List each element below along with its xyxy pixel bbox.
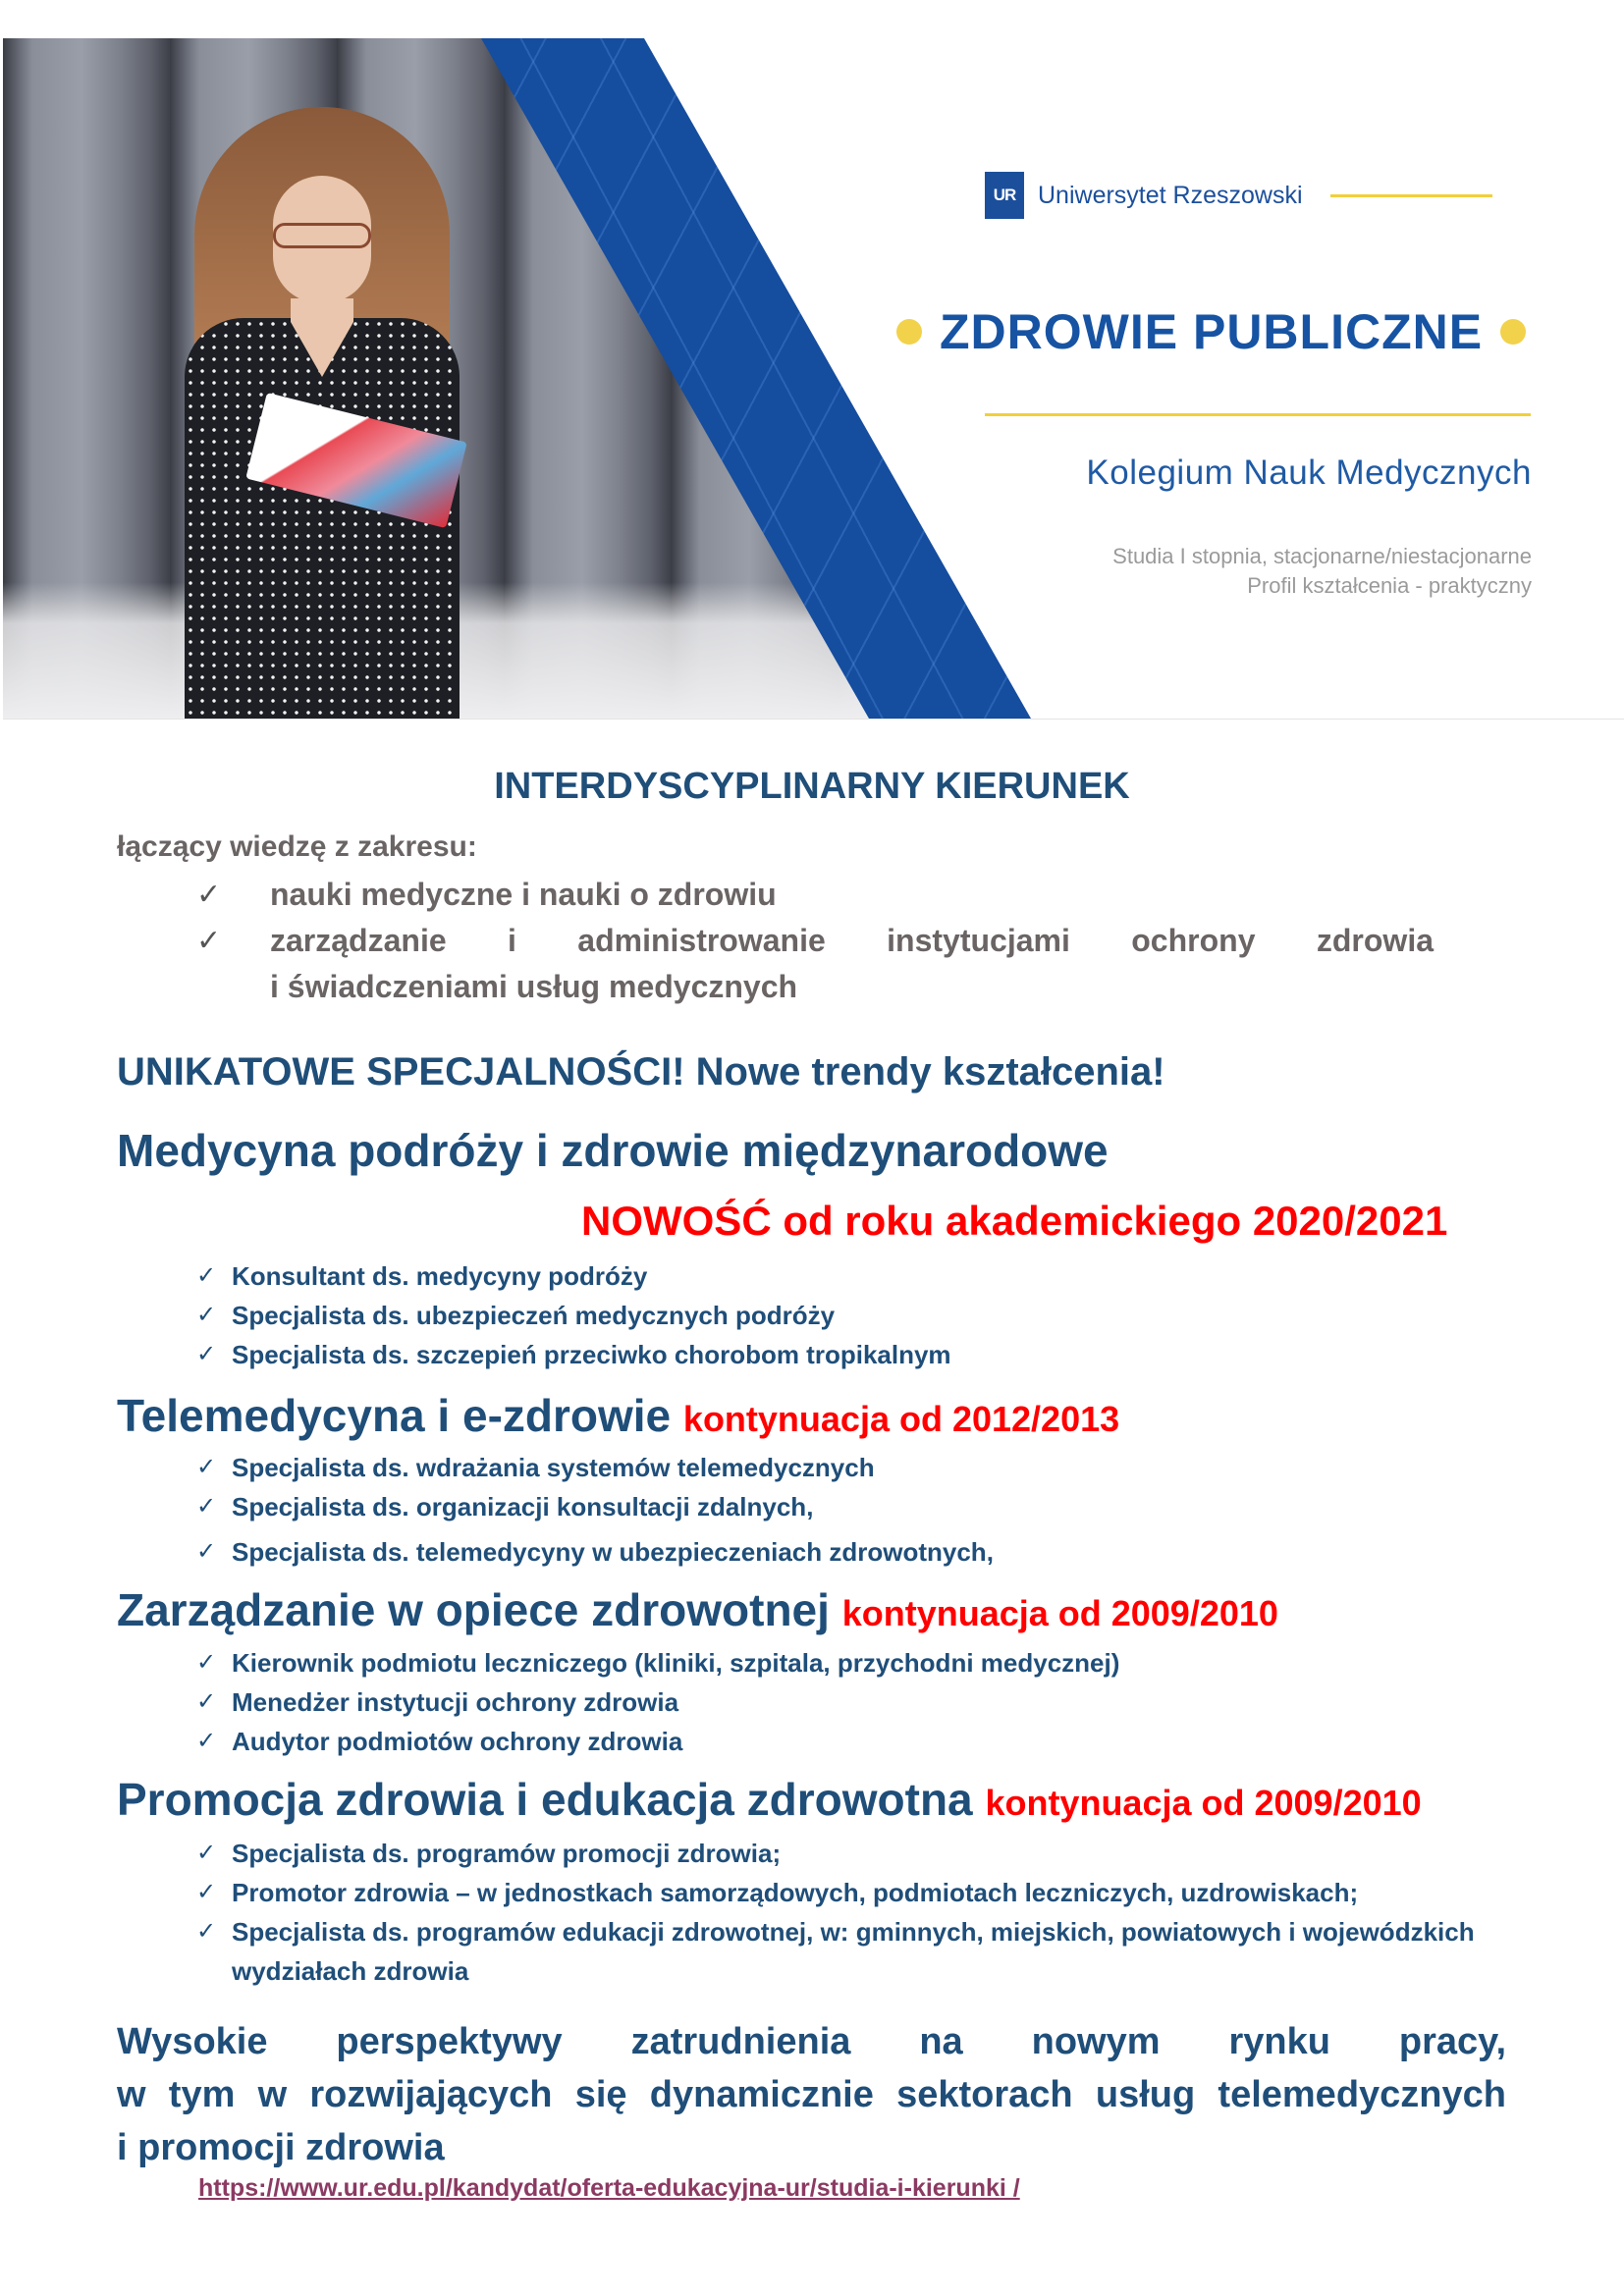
yellow-divider: [985, 413, 1531, 416]
study-mode: Studia I stopnia, stacjonarne/niestacjonarne: [1112, 544, 1532, 568]
header-banner: [3, 38, 1624, 720]
yellow-divider: [1330, 194, 1492, 197]
college-name: Kolegium Nauk Medycznych: [1086, 454, 1532, 492]
university-name: Uniwersytet Rzeszowski: [1038, 181, 1303, 209]
list-item: ✓ Promotor zdrowia – w jednostkach samorządowych, podmiotach leczniczych, uzdrowiskach;: [196, 1873, 1475, 1912]
specialty-title-row: [117, 1583, 1278, 1636]
student-figure: [175, 107, 469, 719]
list-item: ✓ Specjalista ds. organizacji konsultacji zdalnych,: [196, 1487, 994, 1526]
check-icon: ✓: [196, 1341, 217, 1367]
job-list: [196, 1448, 994, 1572]
specialty-title-row: [117, 1389, 1119, 1442]
university-brand: [985, 172, 1492, 219]
check-icon: ✓: [196, 1840, 217, 1866]
yellow-dot-icon: [896, 319, 922, 345]
list-item: ✓ Specjalista ds. wdrażania systemów telemedycznych: [196, 1448, 994, 1487]
interdisciplinary-heading: INTERDYSCYPLINARNY KIERUNEK: [494, 766, 1130, 807]
list-item: ✓ Menedżer instytucji ochrony zdrowia: [196, 1682, 1119, 1722]
list-item: ✓ Kierownik podmiotu leczniczego (kliniki, szpitala, przychodni medycznej): [196, 1643, 1119, 1682]
list-item: ✓ zarządzanie i administrowanie instytucjami ochrony zdrowia i świadczeniami usług medycznych: [196, 918, 1434, 1010]
program-title: ZDROWIE PUBLICZNE: [940, 304, 1484, 359]
check-icon: ✓: [196, 1879, 217, 1905]
continuation-badge: kontynuacja od 2009/2010: [841, 1593, 1278, 1633]
list-item-continuation: wydziałach zdrowia: [232, 1956, 469, 1986]
job-list: [196, 1256, 951, 1374]
specialty-title-row: [117, 1773, 1422, 1826]
list-item: ✓ Specjalista ds. szczepień przeciwko chorobom tropikalnym: [196, 1335, 951, 1374]
study-profile: Profil kształcenia - praktyczny: [1247, 573, 1532, 598]
specialty-title: Zarządzanie w opiece zdrowotnej: [117, 1584, 830, 1635]
new-badge: NOWOŚĆ od roku akademickiego 2020/2021: [581, 1198, 1448, 1244]
list-item: ✓ Specjalista ds. ubezpieczeń medycznych podróży: [196, 1296, 951, 1335]
specialties-heading: UNIKATOWE SPECJALNOŚCI! Nowe trendy kształcenia!: [117, 1050, 1165, 1094]
continuation-badge: kontynuacja od 2012/2013: [682, 1399, 1120, 1439]
check-icon: ✓: [196, 1918, 217, 1945]
list-item: ✓ Specjalista ds. telemedycyny w ubezpieczeniach zdrowotnych,: [196, 1532, 994, 1572]
check-icon: ✓: [196, 1454, 217, 1480]
job-list: [196, 1643, 1119, 1761]
list-item: ✓ nauki medyczne i nauki o zdrowiu: [196, 872, 1434, 918]
fields-list: [196, 872, 1434, 1010]
check-icon: ✓: [196, 1538, 217, 1565]
check-icon: ✓: [196, 925, 222, 957]
check-icon: ✓: [196, 1262, 217, 1289]
list-item: ✓ Specjalista ds. programów edukacji zdrowotnej, w: gminnych, miejskich, powiatowych i wojewódzkich: [196, 1912, 1475, 1951]
program-title-row: [896, 303, 1526, 360]
specialty-title: Medycyna podróży i zdrowie międzynarodowe: [117, 1125, 1109, 1176]
check-icon: ✓: [196, 1493, 217, 1520]
check-icon: ✓: [196, 1649, 217, 1676]
check-icon: ✓: [196, 1302, 217, 1328]
specialty-title: Telemedycyna i e-zdrowie: [117, 1390, 672, 1441]
check-icon: ✓: [196, 879, 222, 911]
job-list: [196, 1834, 1475, 1991]
ur-logo-icon: UR: [985, 172, 1024, 219]
check-icon: ✓: [196, 1688, 217, 1715]
check-icon: ✓: [196, 1728, 217, 1754]
intro-lead: łączący wiedzę z zakresu:: [117, 830, 477, 863]
list-item: ✓ Konsultant ds. medycyny podróży: [196, 1256, 951, 1296]
list-item: ✓ Audytor podmiotów ochrony zdrowia: [196, 1722, 1119, 1761]
continuation-badge: kontynuacja od 2009/2010: [985, 1783, 1422, 1823]
list-item: ✓ Specjalista ds. programów promocji zdrowia;: [196, 1834, 1475, 1873]
specialty-title: Promocja zdrowia i edukacja zdrowotna: [117, 1774, 973, 1825]
career-perspectives: Wysokie perspektywy zatrudnienia na nowym rynku pracy, w tym w rozwijających się dynamicznie sektorach usług telemedycznych i promocji zdrowia: [117, 2021, 1506, 2168]
glasses-icon: [273, 223, 371, 248]
programs-link[interactable]: https://www.ur.edu.pl/kandydat/oferta-edukacyjna-ur/studia-i-kierunki /: [198, 2174, 1020, 2202]
study-details: [1112, 542, 1532, 601]
yellow-dot-icon: [1500, 319, 1526, 345]
